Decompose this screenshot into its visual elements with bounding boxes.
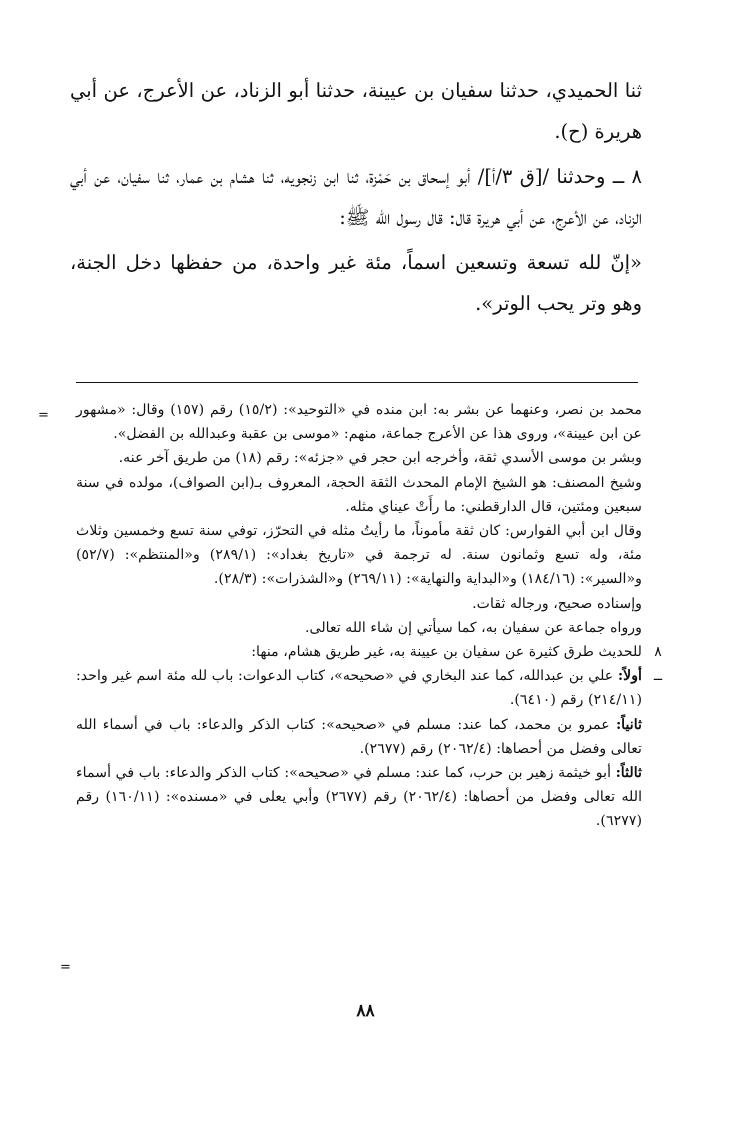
main-paragraph-2: ٨ ــ وحدثنا /[ق ٣/أ]/ أبو إسحاق بن حَمْزة، ثنا ابن زنجويه، ثنا هشام بن عمار، ثنا سفيان، عن أبي الزناد، عن الأعرج، عن أبي هريرة قال: قال رسول الله ﷺ: xyxy=(70,165,642,229)
main-paragraph-3: «إنّ لله تسعة وتسعين اسماً، مئة غير واحدة، من حفظها دخل الجنة، وهو وتر يحب الوتر». xyxy=(70,251,642,315)
footnote-8-intro: للحديث طرق كثيرة عن سفيان بن عيينة به، غير طريق هشام، منها: xyxy=(251,644,642,661)
footnote-8-item-1 xyxy=(76,664,642,712)
footnote-separator xyxy=(76,382,638,383)
item-text: عمرو بن محمد، كما عند: مسلم في «صحيحه»: كتاب الذكر والدعاء: باب في أسماء الله تعالى وفضل من أحصاها: (٢٠٦٢/٤) رقم (٢٦٧٧). xyxy=(76,716,642,757)
footnote-8-number: ٨ ــ xyxy=(653,644,663,685)
item-text: أبو خيثمة زهير بن حرب، كما عند: مسلم في «صحيحه»: كتاب الذكر والدعاء: باب في أسماء الله تعالى وفضل من أحصاها: (٢٠٦٢/٤) رقم (٢٦٧٧) وأبي يعلى في «مسنده»: (١٦٠/١١) رقم (٦٢٧٧). xyxy=(76,765,643,830)
item-lead: ثانياً: xyxy=(615,716,642,733)
item-lead: ثالثاً: xyxy=(615,765,642,782)
item-lead: أولاً: xyxy=(617,668,642,685)
main-paragraph-1: ثنا الحميدي، حدثنا سفيان بن عيينة، حدثنا أبو الزناد، عن الأعرج، عن أبي هريرة (ح). xyxy=(70,79,642,143)
footnote-continued-6: ورواه جماعة عن سفيان به، كما سيأتي إن شاء الله تعالى. xyxy=(304,619,642,636)
page-number: ٨٨ xyxy=(356,1001,375,1021)
footnote-continued-1: محمد بن نصر، وعنهما عن بشر به: ابن منده في «التوحيد»: (١٥/٢) رقم (١٥٧) وقال: «مشهور عن ابن عيينة»، وروى هذا عن الأعرج جماعة، منهم: «موسى بن عقبة وعبدالله بن الفضل». xyxy=(76,402,642,443)
footnote-8-item-2 xyxy=(76,713,642,761)
footnote-8 xyxy=(76,640,663,834)
footnote-continued-3: وشيخ المصنف: هو الشيخ الإمام المحدث الثقة الحجة، المعروف بـ(ابن الصواف)، مولده في سنة سبعين ومئتين، قال الدارقطني: ما رأَتْ عيناي مثله. xyxy=(76,474,642,515)
item-text: علي بن عبدالله، كما عند البخاري في «صحيحه»، كتاب الدعوات: باب لله مئة اسم غير واحد: (٢١٤/١١) رقم (٦٤١٠). xyxy=(76,668,642,709)
footnote-continued-5: وإسناده صحيح، ورجاله ثقات. xyxy=(472,595,642,612)
continues-next-page-marker: = xyxy=(60,960,71,975)
footnotes xyxy=(76,398,663,834)
main-text xyxy=(70,70,642,324)
footnote-continued-2: وبشر بن موسى الأسدي ثقة، وأخرجه ابن حجر في «جزئه»: رقم (١٨) من طريق آخر عنه. xyxy=(118,450,642,467)
footnote-8-item-3 xyxy=(76,761,642,834)
continued-from-previous-marker: = xyxy=(38,408,49,423)
footnote-continued-4: وقال ابن أبي الفوارس: كان ثقة مأموناً، ما رأيتُ مثله في التحرّز، توفي سنة تسع وخمسين وثلاث مئة، وله تسع وثمانون سنة. له ترجمة في «تاريخ بغداد»: (٢٨٩/١) و«المنتظم»: (٥٢/٧) و«السير»: (١٨٤/١٦) و«البداية والنهاية»: (٢٦٩/١١) و«الشذرات»: (٢٨/٣). xyxy=(76,523,642,588)
